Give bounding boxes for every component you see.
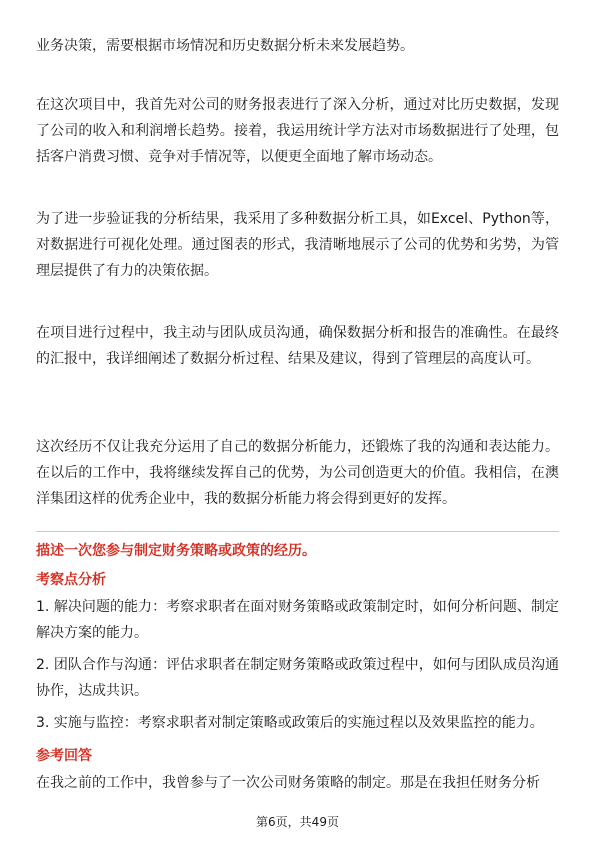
body-paragraph-1: 在这次项目中，我首先对公司的财务报表进行了深入分析，通过对比历史数据，发现了公司的收入和利润增长趋势。接着，我运用统计学方法对市场数据进行了处理，包括客户消费习惯、竞争对手情况等，以便更全面地了解市场动态。: [36, 97, 559, 165]
intro-tail-paragraph: 业务决策，需要根据市场情况和历史数据分析未来发展趋势。: [36, 38, 414, 54]
answer-heading: 参考回答: [36, 748, 92, 764]
answer-paragraph: 在我之前的工作中，我曾参与了一次公司财务策略的制定。那是在我担任财务分析: [36, 775, 540, 791]
question-heading: 描述一次您参与制定财务策略或政策的经历。: [36, 543, 316, 559]
page-indicator: 第6页，共49页: [256, 815, 339, 829]
section-divider: [36, 531, 559, 532]
analysis-point-3: 3. 实施与监控：考察求职者对制定策略或政策后的实施过程以及效果监控的能力。: [36, 715, 544, 731]
analysis-point-2: 2. 团队合作与沟通：评估求职者在制定财务策略或政策过程中，如何与团队成员沟通协作，达成共识。: [36, 657, 559, 699]
analysis-point-1: 1. 解决问题的能力：考察求职者在面对财务策略或政策制定时，如何分析问题、制定解决方案的能力。: [36, 599, 559, 641]
body-paragraph-3: 在项目进行过程中，我主动与团队成员沟通，确保数据分析和报告的准确性。在最终的汇报中，我详细阐述了数据分析过程、结果及建议，得到了管理层的高度认可。: [36, 325, 559, 367]
body-paragraph-2: 为了进一步验证我的分析结果，我采用了多种数据分析工具，如Excel、Python等，对数据进行可视化处理。通过图表的形式，我清晰地展示了公司的优势和劣势，为管理层提供了有力的决策依据。: [36, 211, 559, 279]
body-paragraph-4: 这次经历不仅让我充分运用了自己的数据分析能力，还锻炼了我的沟通和表达能力。在以后的工作中，我将继续发挥自己的优势，为公司创造更大的价值。我相信，在澳洋集团这样的优秀企业中，我的数据分析能力将会得到更好的发挥。: [36, 439, 559, 507]
analysis-heading: 考察点分析: [36, 572, 106, 588]
